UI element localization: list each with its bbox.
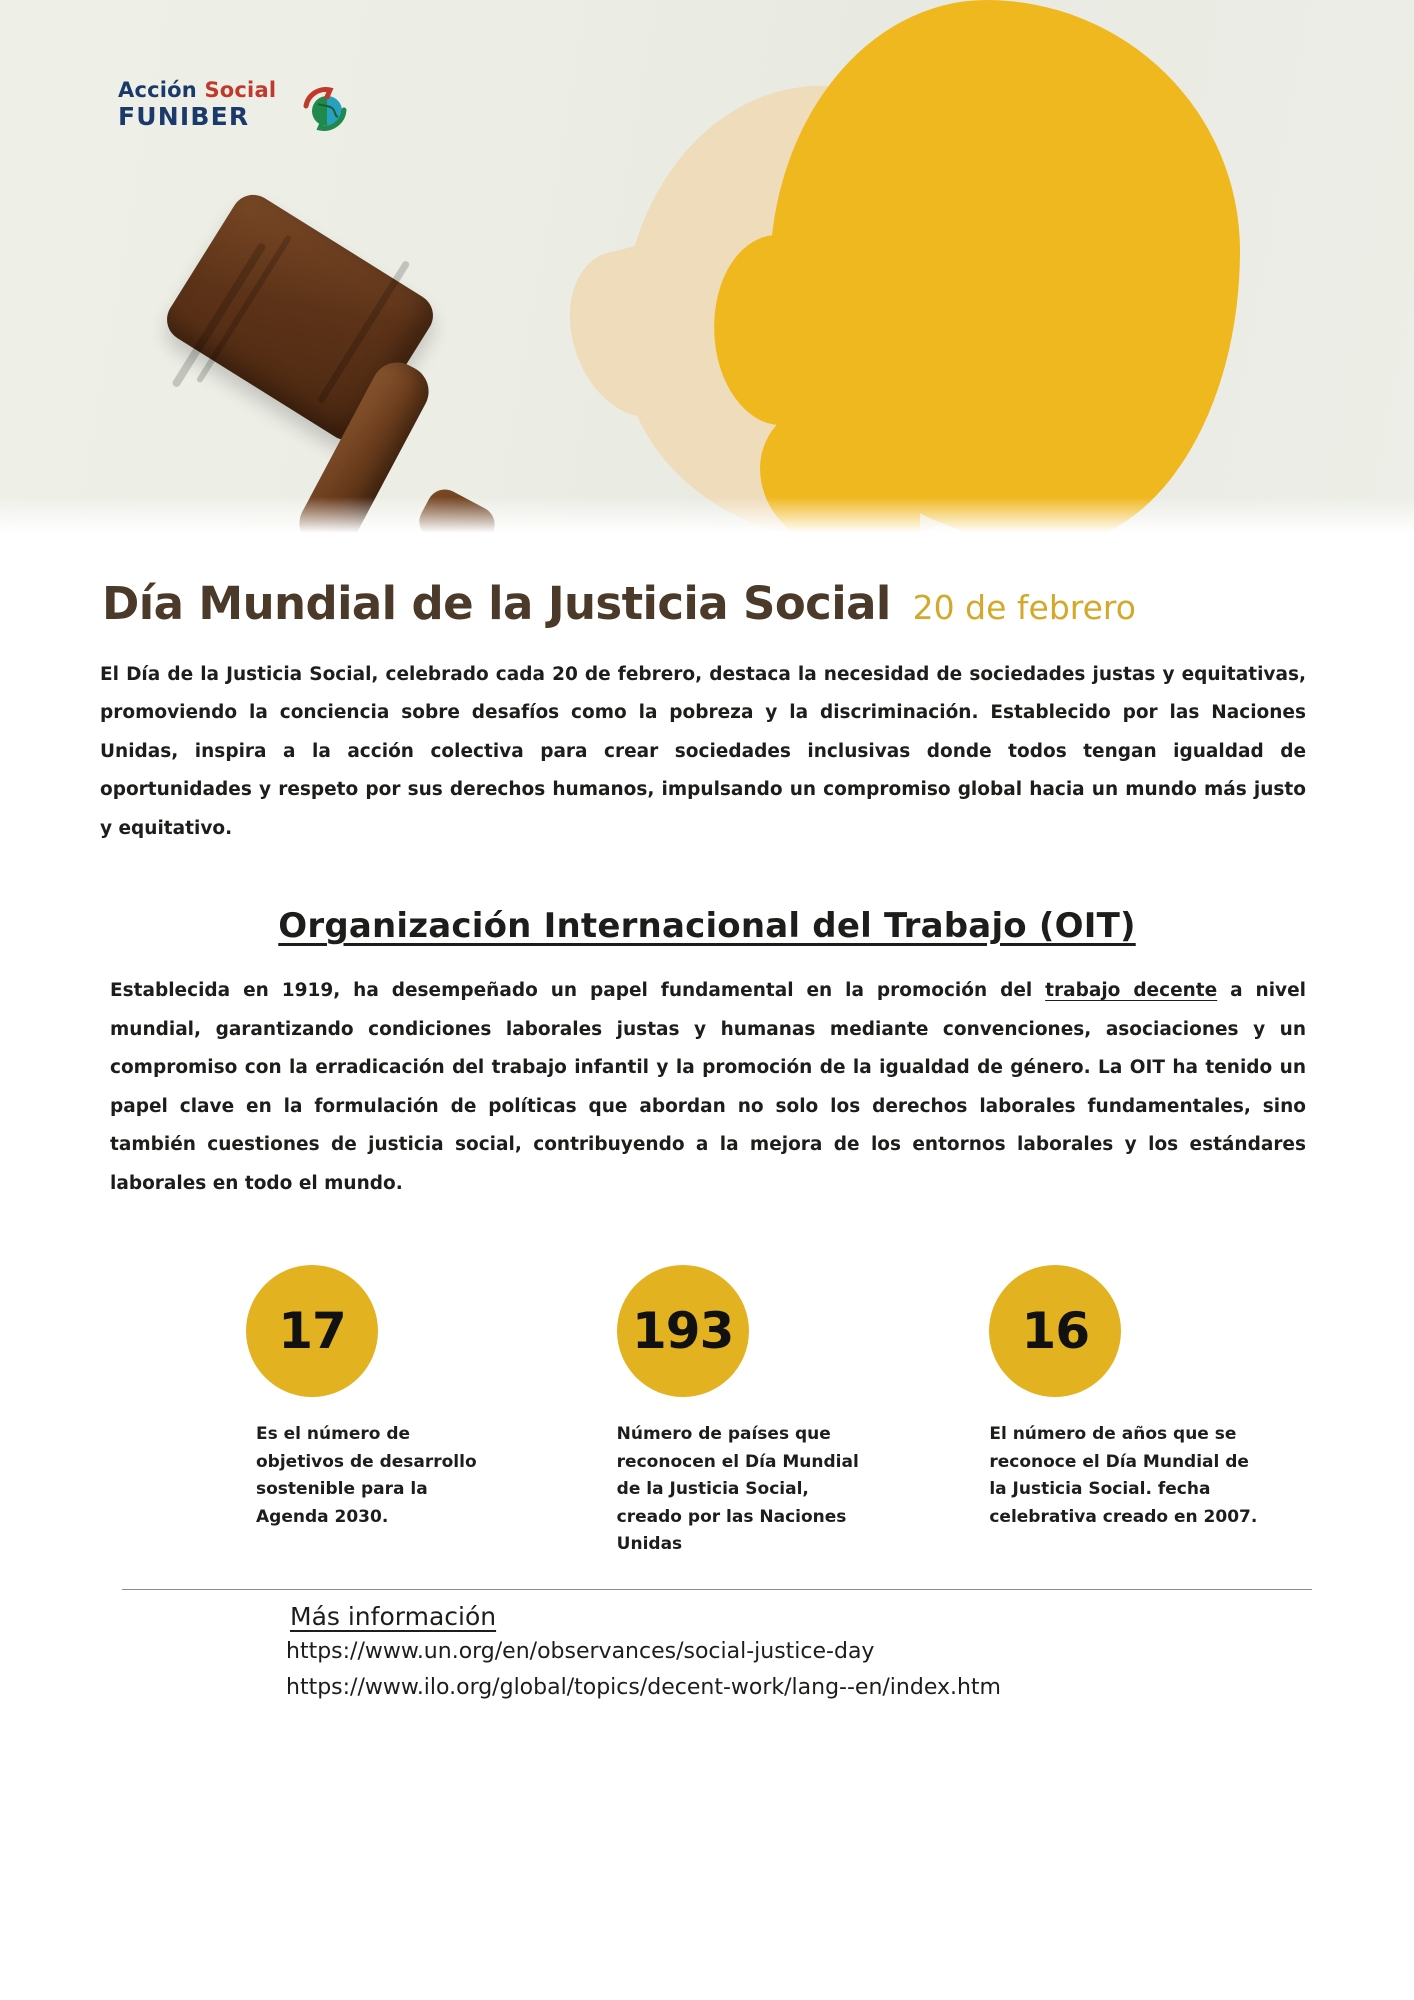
stat-item (160, 1265, 545, 1559)
stat-number: 17 (278, 1302, 346, 1361)
footer-divider (122, 1589, 1312, 1590)
stat-description: El número de años que se reconoce el Día Mundial de la Justicia Social. fecha celebrativa creado en 2007. (989, 1424, 1258, 1527)
stat-number: 16 (1021, 1302, 1090, 1361)
title-date-text: 20 de febrero (912, 588, 1136, 627)
logo-funiber-text: FUNIBER (118, 102, 250, 131)
main-content (0, 577, 1414, 1702)
stat-number: 193 (631, 1302, 734, 1361)
gavel-icon (185, 235, 525, 525)
stat-description: Es el número de objetivos de desarrollo sostenible para la Agenda 2030. (256, 1424, 477, 1527)
section-paragraph-part-1: Establecida en 1919, ha desempeñado un papel fundamental en la promoción del (110, 980, 1046, 1002)
stat-circle (246, 1265, 378, 1397)
stat-circle (989, 1265, 1121, 1397)
stat-circle (617, 1265, 749, 1397)
stats-row (100, 1265, 1314, 1559)
footer-link-un[interactable]: https://www.un.org/en/observances/social-justice-day (286, 1638, 875, 1664)
title-main-text: Día Mundial de la Justicia Social (102, 577, 891, 630)
section-paragraph-part-2: a nivel mundial, garantizando condiciones laborales justas y humanas mediante convenciones, asociaciones y un compromiso con la erradicación del trabajo infantil y la promoción de la igualdad de género. La OIT ha tenido un papel clave en la formulación de políticas que abordan no solo los derechos laborales fundamentales, sino también cuestiones de justicia social, contribuyendo a la mejora de los entornos laborales y los estándares laborales en todo el mundo. (110, 980, 1306, 1194)
footer-link-ilo[interactable]: https://www.ilo.org/global/topics/decent-work/lang--en/index.htm (286, 1674, 1001, 1700)
intro-paragraph: El Día de la Justicia Social, celebrado cada 20 de febrero, destaca la necesidad de sociedades justas y equitativas, promoviendo la conciencia sobre desafíos como la pobreza y la discriminación. Establecido por las Naciones Unidas, inspira a la acción colectiva para crear sociedades inclusivas donde todos tengan igualdad de oportunidades y respeto por sus derechos humanos, impulsando un compromiso global hacia un mundo más justo y equitativo. (100, 664, 1306, 839)
yellow-head-silhouette (770, 0, 1240, 533)
hero-image (0, 0, 1414, 533)
section-heading: Organización Internacional del Trabajo (OIT) (278, 906, 1136, 947)
more-info-label: Más información (290, 1601, 497, 1631)
logo-accion-text: Acción (118, 78, 197, 102)
page-title (100, 577, 1314, 630)
footer (100, 1602, 1314, 1702)
globe-arrows-icon (298, 82, 352, 136)
stat-description: Número de países que reconocen el Día Mundial de la Justicia Social, creado por las Naciones Unidas (616, 1424, 859, 1555)
logo[interactable] (118, 78, 358, 150)
trabajo-decente-highlight: trabajo decente (1045, 980, 1218, 1002)
section-paragraph (100, 972, 1314, 1203)
hero-bottom-fade (0, 497, 1414, 533)
logo-social-text: Social (204, 78, 277, 102)
stat-item (545, 1265, 930, 1559)
stat-item (929, 1265, 1314, 1559)
